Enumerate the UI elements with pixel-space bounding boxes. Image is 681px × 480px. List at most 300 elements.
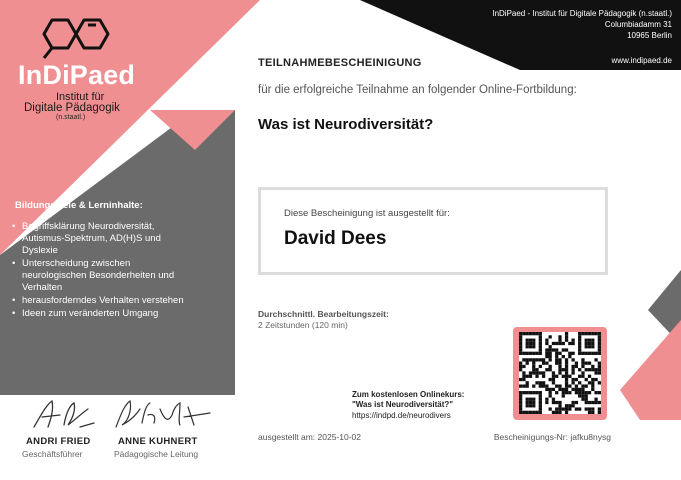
qr-module — [562, 391, 565, 394]
qr-module — [539, 345, 542, 348]
qr-module — [519, 345, 522, 348]
qr-module — [549, 365, 552, 368]
qr-module — [581, 391, 584, 394]
qr-module — [555, 384, 558, 387]
qr-module — [549, 378, 552, 381]
qr-module — [581, 365, 584, 368]
qr-module — [549, 348, 552, 351]
qr-module — [585, 345, 588, 348]
qr-module — [578, 394, 581, 397]
qr-module — [552, 411, 555, 414]
qr-module — [558, 368, 561, 371]
qr-module — [562, 348, 565, 351]
qr-module — [558, 358, 561, 361]
qr-module — [578, 388, 581, 391]
qr-module — [575, 407, 578, 410]
qr-module — [519, 352, 522, 355]
signature-andri-fried — [30, 397, 100, 433]
qr-module — [539, 404, 542, 407]
qr-module — [519, 342, 522, 345]
qr-module — [542, 362, 545, 365]
qr-module — [522, 371, 525, 374]
qr-module — [532, 398, 535, 401]
qr-module — [545, 362, 548, 365]
qr-module — [594, 398, 597, 401]
qr-module — [526, 358, 529, 361]
qr-module — [585, 368, 588, 371]
qr-module — [578, 352, 581, 355]
qr-module — [555, 391, 558, 394]
qr-module — [558, 335, 561, 338]
qr-module — [526, 352, 529, 355]
qr-module — [568, 407, 571, 410]
qr-module — [575, 378, 578, 381]
qr-module — [578, 368, 581, 371]
qr-module — [532, 401, 535, 404]
qr-module — [535, 381, 538, 384]
qr-module — [598, 407, 601, 410]
qr-module — [532, 358, 535, 361]
online-course-title: "Was ist Neurodiversität?" — [352, 400, 454, 409]
qr-module — [562, 407, 565, 410]
qr-module — [529, 352, 532, 355]
qr-module — [598, 365, 601, 368]
online-course-label: Zum kostenlosen Onlinekurs: — [352, 390, 465, 399]
organisation-street: Columbiadamm 31 — [604, 20, 672, 29]
qr-module — [588, 332, 591, 335]
qr-module — [585, 384, 588, 387]
signature-name: ANNE KUHNERT — [118, 436, 198, 447]
qr-module — [578, 332, 581, 335]
qr-module — [552, 381, 555, 384]
qr-module — [571, 352, 574, 355]
qr-module — [568, 404, 571, 407]
duration-value: 2 Zeitstunden (120 min) — [258, 320, 348, 330]
qr-module — [565, 335, 568, 338]
qr-module — [562, 342, 565, 345]
qr-module — [549, 391, 552, 394]
qr-module — [539, 398, 542, 401]
qr-module — [539, 371, 542, 374]
qr-module — [571, 365, 574, 368]
qr-module — [555, 407, 558, 410]
qr-module — [519, 332, 522, 335]
qr-module — [519, 407, 522, 410]
qr-module — [549, 335, 552, 338]
qr-module — [522, 365, 525, 368]
qr-module — [568, 352, 571, 355]
qr-module — [532, 384, 535, 387]
qr-module — [519, 339, 522, 342]
qr-module — [581, 375, 584, 378]
qr-module — [526, 375, 529, 378]
qr-module — [539, 384, 542, 387]
qr-module — [539, 352, 542, 355]
qr-module — [594, 378, 597, 381]
recipient-name: David Dees — [284, 228, 387, 249]
qr-module — [535, 332, 538, 335]
qr-module — [565, 381, 568, 384]
qr-module — [581, 352, 584, 355]
course-title: Was ist Neurodiversität? — [258, 116, 434, 133]
pink-right-shape — [620, 320, 681, 420]
duration-label: Durchschnittl. Bearbeitungszeit: — [258, 309, 389, 319]
qr-module — [562, 355, 565, 358]
qr-module — [529, 398, 532, 401]
qr-module — [558, 339, 561, 342]
qr-module — [555, 411, 558, 414]
qr-module — [532, 404, 535, 407]
qr-module — [598, 342, 601, 345]
qr-module — [588, 345, 591, 348]
qr-module — [588, 391, 591, 394]
qr-module — [578, 345, 581, 348]
qr-module — [549, 407, 552, 410]
qr-module — [588, 339, 591, 342]
qr-module — [535, 375, 538, 378]
qr-module — [529, 342, 532, 345]
qr-module — [598, 368, 601, 371]
qr-module — [578, 335, 581, 338]
qr-module — [591, 388, 594, 391]
qr-module — [529, 375, 532, 378]
qr-module — [522, 384, 525, 387]
qr-module — [558, 365, 561, 368]
qr-module — [585, 378, 588, 381]
qr-module — [545, 342, 548, 345]
qr-module — [549, 352, 552, 355]
qr-module — [519, 404, 522, 407]
certificate-heading: TEILNAHMEBESCHEINIGUNG — [258, 57, 422, 69]
qr-module — [571, 339, 574, 342]
qr-module — [539, 381, 542, 384]
qr-module — [565, 371, 568, 374]
qr-module — [532, 345, 535, 348]
qr-module — [588, 352, 591, 355]
qr-module — [578, 391, 581, 394]
qr-module — [594, 332, 597, 335]
qr-module — [578, 375, 581, 378]
qr-module — [571, 358, 574, 361]
qr-module — [545, 388, 548, 391]
qr-module — [542, 375, 545, 378]
qr-module — [519, 394, 522, 397]
qr-module — [591, 368, 594, 371]
qr-module — [522, 358, 525, 361]
qr-module — [571, 381, 574, 384]
qr-module — [539, 342, 542, 345]
qr-module — [555, 362, 558, 365]
qr-module — [578, 348, 581, 351]
qr-module — [598, 371, 601, 374]
qr-module — [526, 398, 529, 401]
qr-module — [562, 394, 565, 397]
qr-module — [545, 348, 548, 351]
logo-title: InDiPaed — [18, 60, 136, 90]
qr-module — [594, 401, 597, 404]
qr-module — [532, 332, 535, 335]
qr-module — [526, 345, 529, 348]
qr-module — [558, 407, 561, 410]
qr-module — [535, 358, 538, 361]
qr-module — [519, 378, 522, 381]
qr-module — [598, 391, 601, 394]
qr-module — [588, 368, 591, 371]
qr-module — [568, 391, 571, 394]
qr-module — [555, 375, 558, 378]
qr-module — [575, 365, 578, 368]
qr-module — [522, 378, 525, 381]
qr-module — [565, 388, 568, 391]
qr-module — [519, 348, 522, 351]
qr-module — [529, 404, 532, 407]
qr-module — [581, 358, 584, 361]
qr-module — [539, 401, 542, 404]
qr-module — [591, 365, 594, 368]
qr-module — [594, 368, 597, 371]
qr-module — [585, 362, 588, 365]
qr-module — [529, 332, 532, 335]
qr-module — [529, 339, 532, 342]
qr-module — [571, 378, 574, 381]
organisation-address — [412, 8, 672, 41]
qr-module — [562, 388, 565, 391]
qr-module — [585, 342, 588, 345]
logo-subtitle-line3: (n.staatl.) — [56, 114, 86, 121]
qr-module — [555, 401, 558, 404]
qr-module — [594, 352, 597, 355]
qr-module — [565, 407, 568, 410]
qr-module — [578, 381, 581, 384]
qr-module — [565, 332, 568, 335]
qr-module — [555, 352, 558, 355]
qr-module — [598, 362, 601, 365]
qr-module — [526, 339, 529, 342]
qr-module — [519, 335, 522, 338]
qr-module — [535, 391, 538, 394]
qr-module — [575, 384, 578, 387]
qr-module — [588, 381, 591, 384]
qr-module — [526, 342, 529, 345]
qr-module — [581, 398, 584, 401]
qr-module — [565, 391, 568, 394]
qr-module — [529, 401, 532, 404]
qr-module — [532, 411, 535, 414]
qr-module — [539, 348, 542, 351]
qr-module — [581, 332, 584, 335]
qr-module — [575, 401, 578, 404]
qr-module — [555, 348, 558, 351]
qr-module — [539, 332, 542, 335]
qr-module — [552, 388, 555, 391]
qr-module — [598, 411, 601, 414]
qr-module — [594, 358, 597, 361]
qr-module — [532, 342, 535, 345]
qr-module — [558, 352, 561, 355]
qr-module — [549, 345, 552, 348]
qr-module — [532, 352, 535, 355]
qr-module — [549, 355, 552, 358]
qr-module — [526, 332, 529, 335]
qr-module — [558, 388, 561, 391]
qr-module — [519, 362, 522, 365]
qr-module — [562, 368, 565, 371]
qr-module — [558, 362, 561, 365]
qr-module — [598, 381, 601, 384]
qr-module — [598, 352, 601, 355]
qr-module — [526, 381, 529, 384]
qr-module — [585, 398, 588, 401]
qr-module — [568, 342, 571, 345]
qr-module — [519, 368, 522, 371]
qr-module — [598, 345, 601, 348]
qr-module — [522, 332, 525, 335]
qr-module — [558, 404, 561, 407]
qr-module — [542, 381, 545, 384]
qr-module — [549, 368, 552, 371]
qr-module — [575, 391, 578, 394]
qr-module — [591, 342, 594, 345]
qr-module — [522, 391, 525, 394]
qr-module — [539, 339, 542, 342]
qr-module — [578, 407, 581, 410]
qr-module — [598, 401, 601, 404]
qr-module — [526, 362, 529, 365]
qr-module — [522, 352, 525, 355]
qr-module — [581, 394, 584, 397]
qr-module — [526, 411, 529, 414]
qr-module — [532, 339, 535, 342]
qr-module — [519, 365, 522, 368]
qr-module — [565, 378, 568, 381]
qr-module — [542, 358, 545, 361]
qr-module — [562, 375, 565, 378]
qr-module — [552, 348, 555, 351]
qr-module — [565, 404, 568, 407]
qr-module — [565, 362, 568, 365]
qr-module — [565, 339, 568, 342]
organisation-name: InDiPaed - Institut für Digitale Pädagogik (n.staatl.) — [492, 9, 672, 18]
qr-module — [575, 362, 578, 365]
qr-module — [545, 401, 548, 404]
goals-title: Bildungsziele & Lerninhalte: — [15, 200, 143, 211]
qr-module — [598, 339, 601, 342]
qr-module — [588, 407, 591, 410]
qr-module — [519, 398, 522, 401]
qr-module — [571, 368, 574, 371]
qr-module — [568, 375, 571, 378]
logo-subtitle-line1: Institut für — [56, 91, 105, 103]
qr-module — [558, 371, 561, 374]
qr-module — [585, 407, 588, 410]
qr-module — [529, 371, 532, 374]
qr-module — [585, 332, 588, 335]
qr-module — [522, 375, 525, 378]
signature-role: Geschäftsführer — [22, 449, 83, 459]
qr-module — [542, 371, 545, 374]
qr-module — [545, 398, 548, 401]
qr-module — [519, 391, 522, 394]
issued-date: ausgestellt am: 2025-10-02 — [258, 432, 362, 442]
qr-module — [549, 388, 552, 391]
qr-module — [591, 411, 594, 414]
qr-module — [558, 342, 561, 345]
qr-module — [598, 332, 601, 335]
qr-module — [526, 404, 529, 407]
qr-module — [545, 384, 548, 387]
qr-module — [591, 332, 594, 335]
qr-module — [578, 342, 581, 345]
qr-module — [588, 362, 591, 365]
qr-module — [545, 352, 548, 355]
qr-module — [519, 411, 522, 414]
qr-module — [539, 394, 542, 397]
qr-module — [549, 394, 552, 397]
qr-module — [585, 394, 588, 397]
qr-module — [565, 375, 568, 378]
qr-module — [585, 401, 588, 404]
qr-module — [598, 348, 601, 351]
qr-module — [565, 368, 568, 371]
certificate-intro: für die erfolgreiche Teilnahme an folgender Online-Fortbildung: — [258, 84, 577, 96]
qr-module — [535, 411, 538, 414]
qr-code-frame — [513, 327, 607, 420]
qr-module — [571, 371, 574, 374]
qr-module — [552, 398, 555, 401]
goals-list — [12, 221, 192, 321]
qr-module — [565, 348, 568, 351]
qr-module — [588, 375, 591, 378]
qr-module — [575, 388, 578, 391]
qr-module — [585, 391, 588, 394]
goal-item: • Unterscheidung zwischen neurologischen Besonderheiten und Verhalten — [12, 258, 192, 294]
qr-module — [539, 411, 542, 414]
qr-module — [535, 352, 538, 355]
goal-item: • herausforderndes Verhalten verstehen — [12, 295, 192, 307]
qr-module — [529, 345, 532, 348]
qr-module — [591, 378, 594, 381]
qr-module — [571, 342, 574, 345]
qr-module — [552, 371, 555, 374]
qr-module — [535, 368, 538, 371]
qr-module — [568, 384, 571, 387]
online-course-url[interactable]: https://indpd.de/neurodivers — [352, 411, 451, 420]
qr-module — [526, 391, 529, 394]
signature-role: Pädagogische Leitung — [114, 449, 199, 459]
website-link[interactable]: www.indipaed.de — [611, 56, 672, 65]
qr-module — [555, 358, 558, 361]
qr-module — [588, 411, 591, 414]
qr-module — [558, 384, 561, 387]
qr-module — [581, 362, 584, 365]
qr-module — [591, 384, 594, 387]
qr-module — [571, 388, 574, 391]
qr-module — [588, 401, 591, 404]
qr-module — [529, 358, 532, 361]
qr-module — [539, 365, 542, 368]
qr-module — [558, 411, 561, 414]
qr-module — [532, 362, 535, 365]
qr-module — [598, 335, 601, 338]
qr-module — [532, 371, 535, 374]
qr-module — [581, 388, 584, 391]
qr-module — [529, 411, 532, 414]
qr-module — [568, 355, 571, 358]
issued-to-label: Diese Bescheinigung ist ausgestellt für: — [284, 208, 450, 219]
qr-module — [526, 384, 529, 387]
qr-module — [571, 404, 574, 407]
qr-code[interactable] — [519, 332, 601, 414]
